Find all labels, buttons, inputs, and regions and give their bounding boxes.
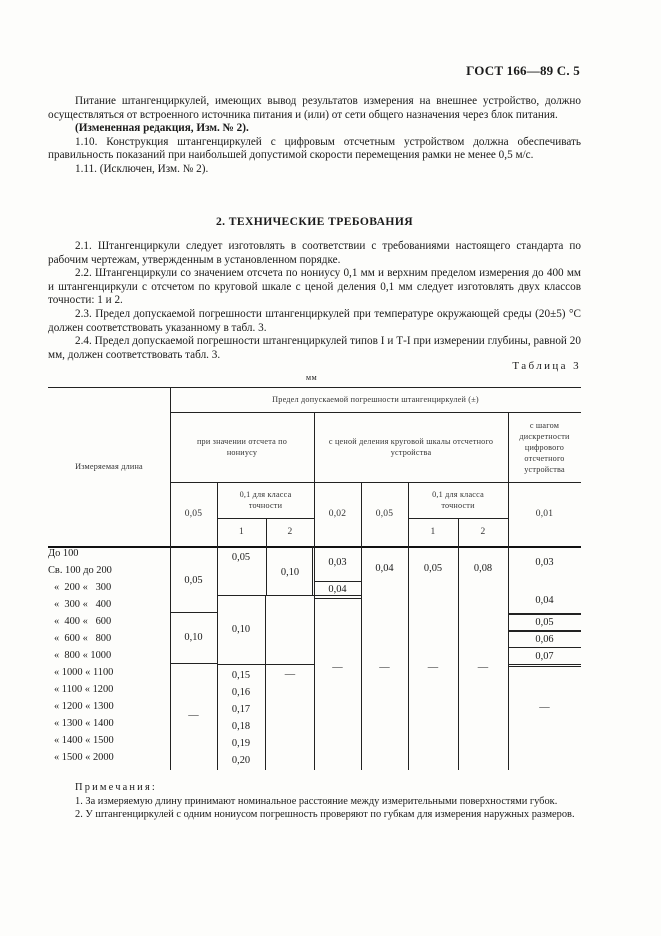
paragraphs_top-2: 1.10. Конструкция штангенциркулей с цифровым отсчетным устройством должна обеспечивать правильность показаний при наибольшей допустимой скорости перемещения рамки не менее 0,5 м/с. bbox=[48, 135, 581, 162]
cell-digital: — bbox=[539, 701, 550, 713]
cell-digital: 0,07 bbox=[535, 650, 554, 662]
header-circular: с ценой деления круговой шкалы отсчетного устройства bbox=[328, 437, 494, 457]
cell-c1-list: 0,19 bbox=[231, 737, 251, 749]
row-label: « 1100 « 1200 bbox=[54, 684, 114, 695]
cell-010-a: 0,10 bbox=[184, 632, 203, 643]
cell-digital: 0,04 bbox=[535, 594, 554, 606]
table-caption: Таблица 3 bbox=[512, 360, 581, 372]
paragraphs_sec-3: 2.4. Предел допускаемой погрешности штангенциркулей типов I и Т-I при измерении глубины, равной 20 мм, должен соответствовать табл. 3. bbox=[48, 335, 581, 361]
row-label: « 300 « 400 bbox=[54, 599, 112, 610]
table-notes bbox=[48, 781, 581, 822]
cell-c1-list: 0,20 bbox=[231, 754, 251, 766]
row-label: « 1000 « 1100 bbox=[54, 667, 114, 678]
cell-c1-list: 0,18 bbox=[231, 720, 251, 732]
header-digital: с шагом дискретности цифрового отсчетного устройства bbox=[519, 420, 570, 474]
header-class-label-2: 0,1 для класса точности bbox=[432, 490, 484, 510]
header-class-label: 0,1 для класса точности bbox=[239, 490, 292, 510]
cell-c2-010: 0,10 bbox=[280, 566, 300, 578]
header-002: 0,02 bbox=[328, 508, 347, 519]
header-class-1b: 1 bbox=[430, 526, 436, 537]
row-label: До 100 bbox=[48, 548, 79, 559]
cell-c3-003: 0,03 bbox=[328, 556, 347, 568]
table-unit: мм bbox=[306, 373, 318, 382]
header-main: Предел допускаемой погрешности штангенциркулей (±) bbox=[272, 395, 479, 404]
cell-c5-dash: — bbox=[427, 661, 439, 673]
header-measured-length: Измеряемая длина bbox=[75, 462, 143, 471]
header-001: 0,01 bbox=[535, 508, 554, 519]
paragraphs_sec-1: 2.2. Штангенциркули со значением отсчета по нониусу 0,1 мм и верхним пределом измерения до 400 мм и штангенциркули с отсчетом по круговой шкале с ценой деления 0,1 мм следует изготовлять двух классов точности: 1 и 2. bbox=[48, 267, 581, 307]
header-005b: 0,05 bbox=[375, 508, 394, 519]
cell-c1-list: 0,17 bbox=[231, 703, 251, 715]
row-label: « 600 « 800 bbox=[54, 633, 112, 644]
header-class-2b: 2 bbox=[480, 526, 486, 537]
cell-digital: 0,03 bbox=[535, 556, 554, 568]
text-block-top bbox=[48, 95, 581, 177]
cell-c1-list: 0,16 bbox=[231, 686, 251, 698]
row-label: « 1500 « 2000 bbox=[54, 752, 114, 763]
paragraphs_sec-2: 2.3. Предел допускаемой погрешности штангенциркулей при температуре окружающей среды (20±5) °С должен соответствовать указанному в табл. 3. bbox=[48, 307, 581, 334]
cell-dash-a: — bbox=[188, 710, 199, 721]
cell-005-a: 0,05 bbox=[184, 575, 203, 586]
paragraphs_top-3: 1.11. (Исключен, Изм. № 2). bbox=[75, 162, 209, 175]
paragraphs_top-0: Питание штангенциркулей, имеющих вывод результатов измерения на внешнее устройство, должно осуществляться от встроенного источника питания и (или) от сети общего назначения через блок питания. bbox=[48, 95, 581, 121]
cell-c5-005: 0,05 bbox=[423, 562, 443, 574]
page-header: ГОСТ 166—89 С. 5 bbox=[466, 63, 580, 78]
header-nonius: при значении отсчета по нониусу bbox=[196, 437, 288, 457]
paragraphs_sec-0: 2.1. Штангенциркули следует изготовлять в соответствии с требованиями настоящего стандарта по рабочим чертежам, утвержденным в установленном порядке. bbox=[48, 240, 581, 266]
row-label: « 800 « 1000 bbox=[54, 650, 112, 661]
row-label: « 1300 « 1400 bbox=[54, 718, 114, 729]
notes-1: 1. За измеряемую длину принимают номинальное расстояние между измерительными поверхностями губок. bbox=[75, 795, 558, 807]
cell-c1-010: 0,10 bbox=[231, 624, 251, 635]
cell-c4-004: 0,04 bbox=[375, 562, 394, 574]
row-label: « 1400 « 1500 bbox=[54, 735, 114, 746]
cell-c6-dash: — bbox=[477, 661, 489, 673]
notes-0: Примечания: bbox=[75, 782, 158, 793]
text-block-section bbox=[48, 240, 581, 362]
cell-c3-dash: — bbox=[332, 661, 343, 673]
notes-2: 2. У штангенциркулей с одним нониусом погрешность проверяют по губкам для измерения наружных размеров. bbox=[75, 809, 575, 820]
cell-digital: 0,05 bbox=[535, 616, 554, 628]
section-title: 2. ТЕХНИЧЕСКИЕ ТРЕБОВАНИЯ bbox=[215, 215, 414, 228]
cell-c1-005: 0,05 bbox=[231, 551, 251, 563]
paragraphs_top-1: (Измененная редакция, Изм. № 2). bbox=[75, 122, 249, 135]
row-label: « 1200 « 1300 bbox=[54, 701, 114, 712]
row-label: « 200 « 300 bbox=[54, 582, 112, 593]
cell-c6-008: 0,08 bbox=[473, 562, 493, 574]
header-class-1: 1 bbox=[239, 526, 244, 537]
cell-c2-dash: — bbox=[284, 668, 296, 680]
cell-c3-004: 0,04 bbox=[328, 583, 347, 595]
row-label: Св. 100 до 200 bbox=[48, 565, 112, 576]
cell-c4-dash: — bbox=[379, 661, 390, 673]
cell-c1-list: 0,15 bbox=[231, 669, 251, 681]
header-005: 0,05 bbox=[184, 508, 203, 519]
cell-digital: 0,06 bbox=[535, 633, 554, 645]
header-class-2: 2 bbox=[287, 526, 293, 537]
tolerance-table bbox=[48, 387, 581, 770]
row-label: « 400 « 600 bbox=[54, 616, 112, 627]
